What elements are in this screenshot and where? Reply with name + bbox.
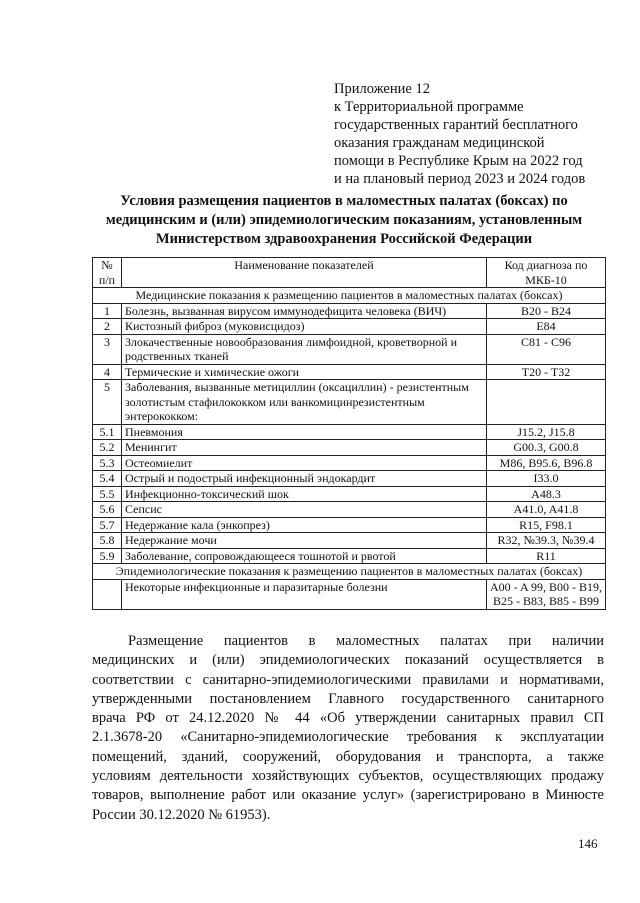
row-code xyxy=(487,380,606,425)
table-row xyxy=(93,486,606,502)
row-code: A41.0, A41.8 xyxy=(487,502,606,518)
row-num: 4 xyxy=(93,364,122,380)
table-row xyxy=(93,303,606,319)
row-name: Инфекционно-токсический шок xyxy=(122,486,487,502)
table-row xyxy=(93,364,606,380)
row-code: T20 - T32 xyxy=(487,364,606,380)
section-row-medical xyxy=(93,288,606,304)
appendix-line: помощи в Республике Крым на 2022 год xyxy=(334,153,583,169)
row-name: Остеомиелит xyxy=(122,455,487,471)
section-row-epidemiological xyxy=(93,564,606,580)
row-code: C81 - C96 xyxy=(487,334,606,364)
row-name: Пневмония xyxy=(122,424,487,440)
row-name: Злокачественные новообразования лимфоидной, кроветворной и родственных тканей xyxy=(122,334,487,364)
appendix-line: Приложение 12 xyxy=(334,81,430,97)
row-code: R32, №39.3, №39.4 xyxy=(487,533,606,549)
row-code: M86, B95.6, B96.8 xyxy=(487,455,606,471)
paragraph-line: товаров, выполнение работ или оказание услуг» (зарегистрировано в Минюсте xyxy=(92,787,604,804)
row-code: B20 - B24 xyxy=(487,303,606,319)
header-code: Код диагноза по МКБ-10 xyxy=(487,258,606,288)
row-name: Термические и химические ожоги xyxy=(122,364,487,380)
row-code: J15.2, J15.8 xyxy=(487,424,606,440)
table-row xyxy=(93,380,606,425)
table-row xyxy=(93,533,606,549)
paragraph-line: медицинских и (или) эпидемиологических показаний осуществляется в xyxy=(92,652,604,669)
row-name: Сепсис xyxy=(122,502,487,518)
row-num: 2 xyxy=(93,319,122,335)
row-code: A48.3 xyxy=(487,486,606,502)
row-name: Острый и подострый инфекционный эндокардит xyxy=(122,471,487,487)
row-num: 5.1 xyxy=(93,424,122,440)
paragraph-line: России 30.12.2020 № 61953). xyxy=(92,806,271,823)
appendix-header xyxy=(334,80,614,188)
paragraph-line: утвержденными постановлением Главного государственного санитарного xyxy=(92,690,604,707)
table-row xyxy=(93,502,606,518)
paragraph-line: соответствии с санитарно-эпидемиологическими правилами и нормативами, xyxy=(92,671,604,688)
table-row xyxy=(93,440,606,456)
table-row xyxy=(93,334,606,364)
conditions-table xyxy=(92,257,606,610)
table-row xyxy=(93,548,606,564)
table-row xyxy=(93,471,606,487)
row-num: 5.4 xyxy=(93,471,122,487)
table-row xyxy=(93,517,606,533)
page-number: 146 xyxy=(578,836,598,851)
title-line: медицинским и (или) эпидемиологическим показаниям, установленным xyxy=(105,212,583,228)
paragraph-line: Размещение пациентов в маломестных палатах при наличии xyxy=(128,633,604,649)
row-num: 5.8 xyxy=(93,533,122,549)
row-num: 5.5 xyxy=(93,486,122,502)
row-name: Заболевание, сопровождающееся тошнотой и рвотой xyxy=(122,548,487,564)
paragraph-line: условиям деятельности хозяйствующих субъектов, осуществляющих продажу xyxy=(92,768,604,785)
row-num: 5.9 xyxy=(93,548,122,564)
row-code: G00.3, G00.8 xyxy=(487,440,606,456)
table-row xyxy=(93,455,606,471)
row-name: Болезнь, вызванная вирусом иммунодефицита человека (ВИЧ) xyxy=(122,303,487,319)
header-name: Наименование показателей xyxy=(122,258,487,288)
row-code: R15, F98.1 xyxy=(487,517,606,533)
appendix-line: оказания гражданам медицинской xyxy=(334,135,545,151)
header-num: № п/п xyxy=(93,258,122,288)
row-num xyxy=(93,579,122,609)
row-code: A00 - A 99, B00 - B19, B25 - B83, B85 - B99 xyxy=(487,579,606,609)
row-num: 5.7 xyxy=(93,517,122,533)
row-num: 5.2 xyxy=(93,440,122,456)
title-line: Министерством здравоохранения Российской Федерации xyxy=(155,231,533,247)
table-header-row xyxy=(93,258,606,288)
appendix-line: к Территориальной программе xyxy=(334,99,524,115)
row-name: Недержание мочи xyxy=(122,533,487,549)
row-name: Недержание кала (энкопрез) xyxy=(122,517,487,533)
row-num: 5 xyxy=(93,380,122,425)
body-paragraph xyxy=(92,632,604,825)
row-name: Некоторые инфекционные и паразитарные болезни xyxy=(122,579,487,609)
row-num: 3 xyxy=(93,334,122,364)
table-row xyxy=(93,424,606,440)
paragraph-line: врача РФ от 24.12.2020 № 44 «Об утверждении санитарных правил СП xyxy=(92,710,604,727)
row-num: 5.6 xyxy=(93,502,122,518)
section-title: Эпидемиологические показания к размещению пациентов в маломестных палатах (боксах) xyxy=(93,564,606,580)
paragraph-line: 2.1.3678-20 «Санитарно-эпидемиологические требования к эксплуатации xyxy=(92,729,604,746)
row-code: I33.0 xyxy=(487,471,606,487)
table-row xyxy=(93,579,606,609)
row-code: R11 xyxy=(487,548,606,564)
row-name: Заболевания, вызванные метициллин (оксациллин) - резистентным золотистым стафилококком или ванкомицинрезистентным энтерококком: xyxy=(122,380,487,425)
row-name: Кистозный фиброз (муковисцидоз) xyxy=(122,319,487,335)
paragraph-line: помещений, зданий, сооружений, оборудования и транспорта, а также xyxy=(92,748,604,765)
appendix-line: и на плановый период 2023 и 2024 годов xyxy=(334,171,586,187)
row-code: E84 xyxy=(487,319,606,335)
section-title: Медицинские показания к размещению пациентов в маломестных палатах (боксах) xyxy=(93,288,606,304)
row-num: 5.3 xyxy=(93,455,122,471)
title-line: Условия размещения пациентов в маломестных палатах (боксах) по xyxy=(120,193,568,209)
row-name: Менингит xyxy=(122,440,487,456)
row-num: 1 xyxy=(93,303,122,319)
appendix-line: государственных гарантий бесплатного xyxy=(334,117,578,133)
document-title xyxy=(84,192,604,249)
table-row xyxy=(93,319,606,335)
